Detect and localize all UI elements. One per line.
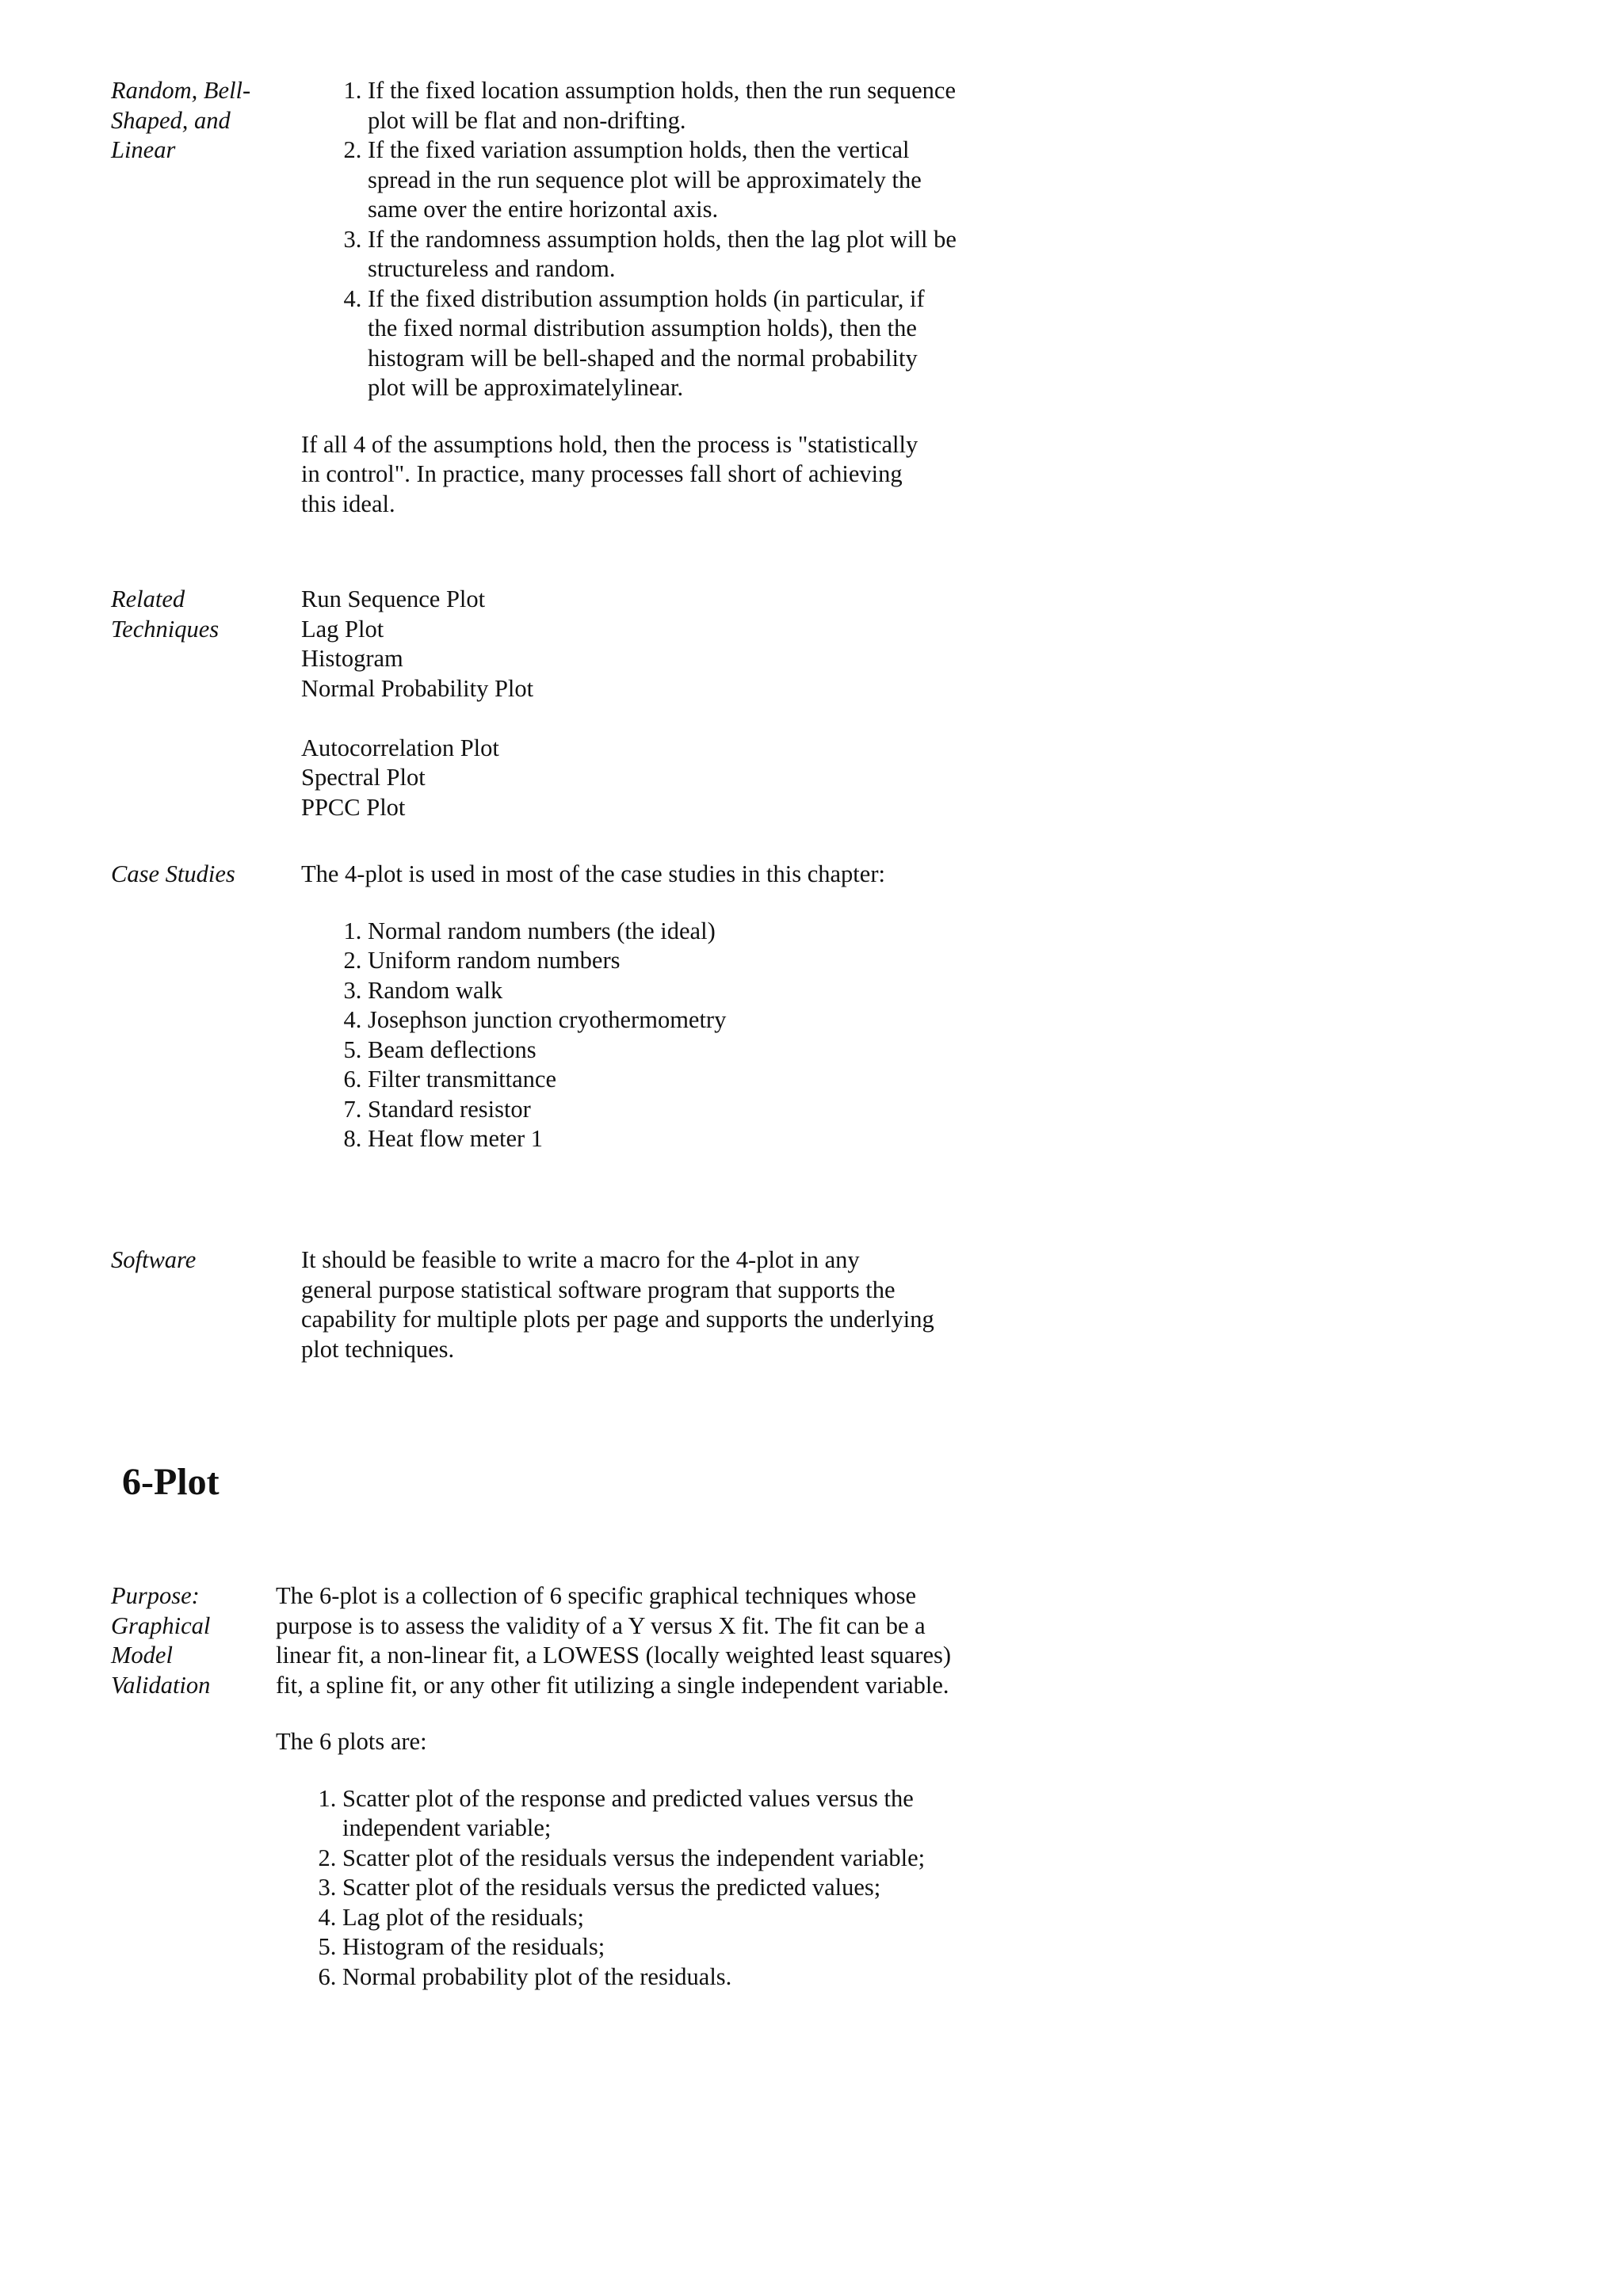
- case-study-list: [301, 917, 903, 1154]
- technique-item: Run Sequence Plot: [301, 585, 486, 612]
- list-item: 6. Filter transmittance: [368, 1065, 903, 1095]
- list-item: 4. If the fixed distribution assumption holds (in particular, if the fixed normal distribution assumption holds), then the histogram will be bell-shaped and the normal probability plot will be approximatelylinear.: [368, 284, 959, 403]
- list-item: 1. Normal random numbers (the ideal): [368, 917, 903, 947]
- technique-item: Histogram: [301, 645, 403, 672]
- section-body: [301, 585, 951, 822]
- paragraph: It should be feasible to write a macro for the 4-plot in any general purpose statistical software program that supports the capability for multiple plots per page and supports the underlying plot techniques.: [301, 1246, 934, 1363]
- list-item: 8. Heat flow meter 1: [368, 1124, 903, 1154]
- plot-list: [276, 1784, 984, 1993]
- technique-item: Spectral Plot: [301, 764, 426, 791]
- list-item: 4. Josephson junction cryothermometry: [368, 1005, 903, 1035]
- list-item: 2. If the fixed variation assumption holds, then the vertical spread in the run sequence plot will be approximately the same over the entire horizontal axis.: [368, 135, 959, 225]
- section-heading: 6-Plot: [122, 1461, 220, 1503]
- section-label: Related Techniques: [111, 585, 220, 643]
- list-item: 2. Scatter plot of the residuals versus the independent variable;: [342, 1844, 984, 1874]
- section-body: [276, 1581, 957, 1992]
- section-label: Case Studies: [111, 860, 235, 887]
- section-body: [301, 76, 959, 519]
- list-item: 7. Standard resistor: [368, 1095, 903, 1125]
- list-item: 5. Histogram of the residuals;: [342, 1932, 984, 1962]
- section-label: Purpose: Graphical Model Validation: [111, 1582, 211, 1699]
- list-item: 3. Random walk: [368, 976, 903, 1006]
- paragraph: The 6 plots are:: [276, 1728, 427, 1755]
- paragraph: The 4-plot is used in most of the case studies in this chapter:: [301, 860, 885, 887]
- technique-item: Normal Probability Plot: [301, 674, 534, 702]
- list-item: 3. Scatter plot of the residuals versus the predicted values;: [342, 1873, 984, 1903]
- list-item: 1. If the fixed location assumption holds, then the run sequence plot will be flat and non-drifting.: [368, 76, 959, 135]
- technique-item: PPCC Plot: [301, 793, 406, 821]
- section-label: Random, Bell-Shaped, and Linear: [111, 77, 251, 163]
- list-item: 3. If the randomness assumption holds, then the lag plot will be structureless and random.: [368, 225, 959, 284]
- list-item: 6. Normal probability plot of the residuals.: [342, 1962, 984, 1993]
- list-item: 4. Lag plot of the residuals;: [342, 1903, 984, 1933]
- technique-item: Autocorrelation Plot: [301, 734, 499, 761]
- section-body: [301, 860, 903, 1154]
- list-item: 1. Scatter plot of the response and predicted values versus the independent variable;: [342, 1784, 984, 1844]
- paragraph: The 6-plot is a collection of 6 specific graphical techniques whose purpose is to assess the validity of a Y versus X fit. The fit can be a linear fit, a non-linear fit, a LOWESS (locally weighted least squares) fit, a spline fit, or any other fit utilizing a single independent variable.: [276, 1582, 952, 1699]
- section-label: Software: [111, 1246, 197, 1273]
- technique-item: Lag Plot: [301, 615, 384, 643]
- list-item: 2. Uniform random numbers: [368, 946, 903, 976]
- list-item: 5. Beam deflections: [368, 1035, 903, 1066]
- assumption-list: [301, 76, 959, 403]
- section-body: [301, 1245, 935, 1364]
- paragraph: If all 4 of the assumptions hold, then the process is "statistically in control". In practice, many processes fall short of achieving this ideal.: [301, 430, 918, 517]
